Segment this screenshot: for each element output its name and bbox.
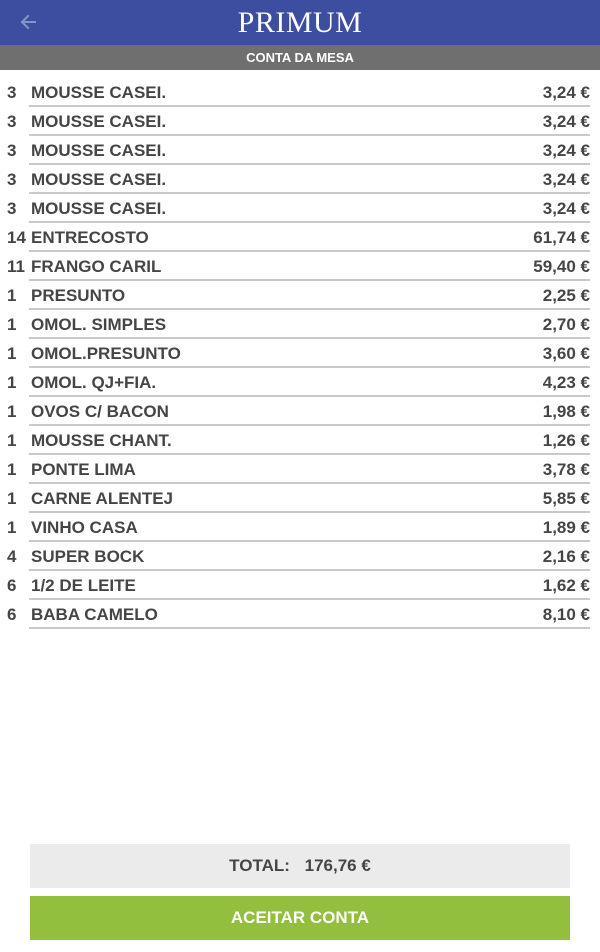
- list-item: [0, 165, 600, 194]
- list-item: [0, 600, 600, 629]
- item-price: 3,24 €: [542, 83, 590, 102]
- item-name: ENTRECOSTO: [31, 228, 149, 247]
- list-item: [0, 78, 600, 107]
- total-label: TOTAL:: [229, 856, 290, 875]
- item-price: 3,24 €: [542, 112, 590, 131]
- item-quantity: 1: [7, 460, 17, 479]
- item-quantity: 3: [7, 83, 17, 102]
- item-name: MOUSSE CASEI.: [31, 199, 167, 218]
- item-quantity: 3: [7, 199, 17, 218]
- list-item: [0, 223, 600, 252]
- list-item: [0, 252, 600, 281]
- item-name: MOUSSE CASEI.: [31, 112, 167, 131]
- list-item: [0, 426, 600, 455]
- item-quantity: 3: [7, 141, 17, 160]
- item-price: 3,24 €: [542, 170, 590, 189]
- item-name: FRANGO CARIL: [31, 257, 162, 276]
- total-box: [30, 844, 570, 888]
- list-item: [0, 136, 600, 165]
- item-price: 3,24 €: [542, 199, 590, 218]
- list-item: [0, 542, 600, 571]
- list-item: [0, 107, 600, 136]
- item-name: 1/2 DE LEITE: [31, 576, 136, 595]
- total-value: 176,76 €: [304, 856, 371, 875]
- list-item: [0, 339, 600, 368]
- item-quantity: 1: [7, 286, 17, 305]
- app-title: PRIMUM: [237, 6, 363, 39]
- item-name: MOUSSE CASEI.: [31, 83, 167, 102]
- item-name: PONTE LIMA: [31, 460, 136, 479]
- item-price: 3,24 €: [542, 141, 590, 160]
- item-quantity: 1: [7, 344, 17, 363]
- item-price: 4,23 €: [542, 373, 590, 392]
- item-price: 61,74 €: [533, 228, 590, 247]
- list-item: [0, 397, 600, 426]
- accept-bill-button[interactable]: ACEITAR CONTA: [30, 896, 570, 940]
- item-price: 3,60 €: [542, 344, 590, 363]
- item-quantity: 3: [7, 112, 17, 131]
- item-name: MOUSSE CHANT.: [31, 431, 172, 450]
- item-name: PRESUNTO: [31, 286, 126, 305]
- item-quantity: 6: [7, 605, 17, 624]
- item-price: 1,26 €: [542, 431, 590, 450]
- item-name: OVOS C/ BACON: [31, 402, 169, 421]
- list-item: [0, 368, 600, 397]
- item-price: 8,10 €: [542, 605, 590, 624]
- list-item: [0, 194, 600, 223]
- list-item: [0, 513, 600, 542]
- item-price: 59,40 €: [533, 257, 590, 276]
- list-item: [0, 571, 600, 600]
- item-quantity: 3: [7, 170, 17, 189]
- item-name: MOUSSE CASEI.: [31, 141, 167, 160]
- item-name: OMOL. QJ+FIA.: [31, 373, 157, 392]
- item-price: 2,25 €: [542, 286, 590, 305]
- item-price: 1,62 €: [542, 576, 590, 595]
- item-price: 5,85 €: [542, 489, 590, 508]
- item-name: SUPER BOCK: [31, 547, 145, 566]
- item-name: BABA CAMELO: [31, 605, 158, 624]
- item-quantity: 6: [7, 576, 17, 595]
- item-quantity: 1: [7, 373, 17, 392]
- item-quantity: 4: [7, 547, 17, 566]
- order-items-list: [0, 78, 600, 629]
- list-item: [0, 281, 600, 310]
- item-quantity: 1: [7, 489, 17, 508]
- list-item: [0, 455, 600, 484]
- item-quantity: 1: [7, 518, 17, 537]
- item-price: 3,78 €: [542, 460, 590, 479]
- item-price: 1,98 €: [542, 402, 590, 421]
- item-price: 2,70 €: [542, 315, 590, 334]
- list-item: [0, 310, 600, 339]
- item-price: 1,89 €: [542, 518, 590, 537]
- app-header: [0, 0, 600, 45]
- item-quantity: 1: [7, 402, 17, 421]
- item-quantity: 14: [7, 228, 26, 247]
- item-quantity: 1: [7, 431, 17, 450]
- item-quantity: 1: [7, 315, 17, 334]
- item-name: OMOL. SIMPLES: [31, 315, 167, 334]
- row-divider: [29, 627, 590, 629]
- page-title: CONTA DA MESA: [0, 45, 600, 70]
- item-price: 2,16 €: [542, 547, 590, 566]
- list-item: [0, 484, 600, 513]
- item-name: MOUSSE CASEI.: [31, 170, 167, 189]
- item-name: CARNE ALENTEJ: [31, 489, 173, 508]
- item-name: VINHO CASA: [31, 518, 138, 537]
- item-quantity: 11: [7, 257, 25, 276]
- item-name: OMOL.PRESUNTO: [31, 344, 181, 363]
